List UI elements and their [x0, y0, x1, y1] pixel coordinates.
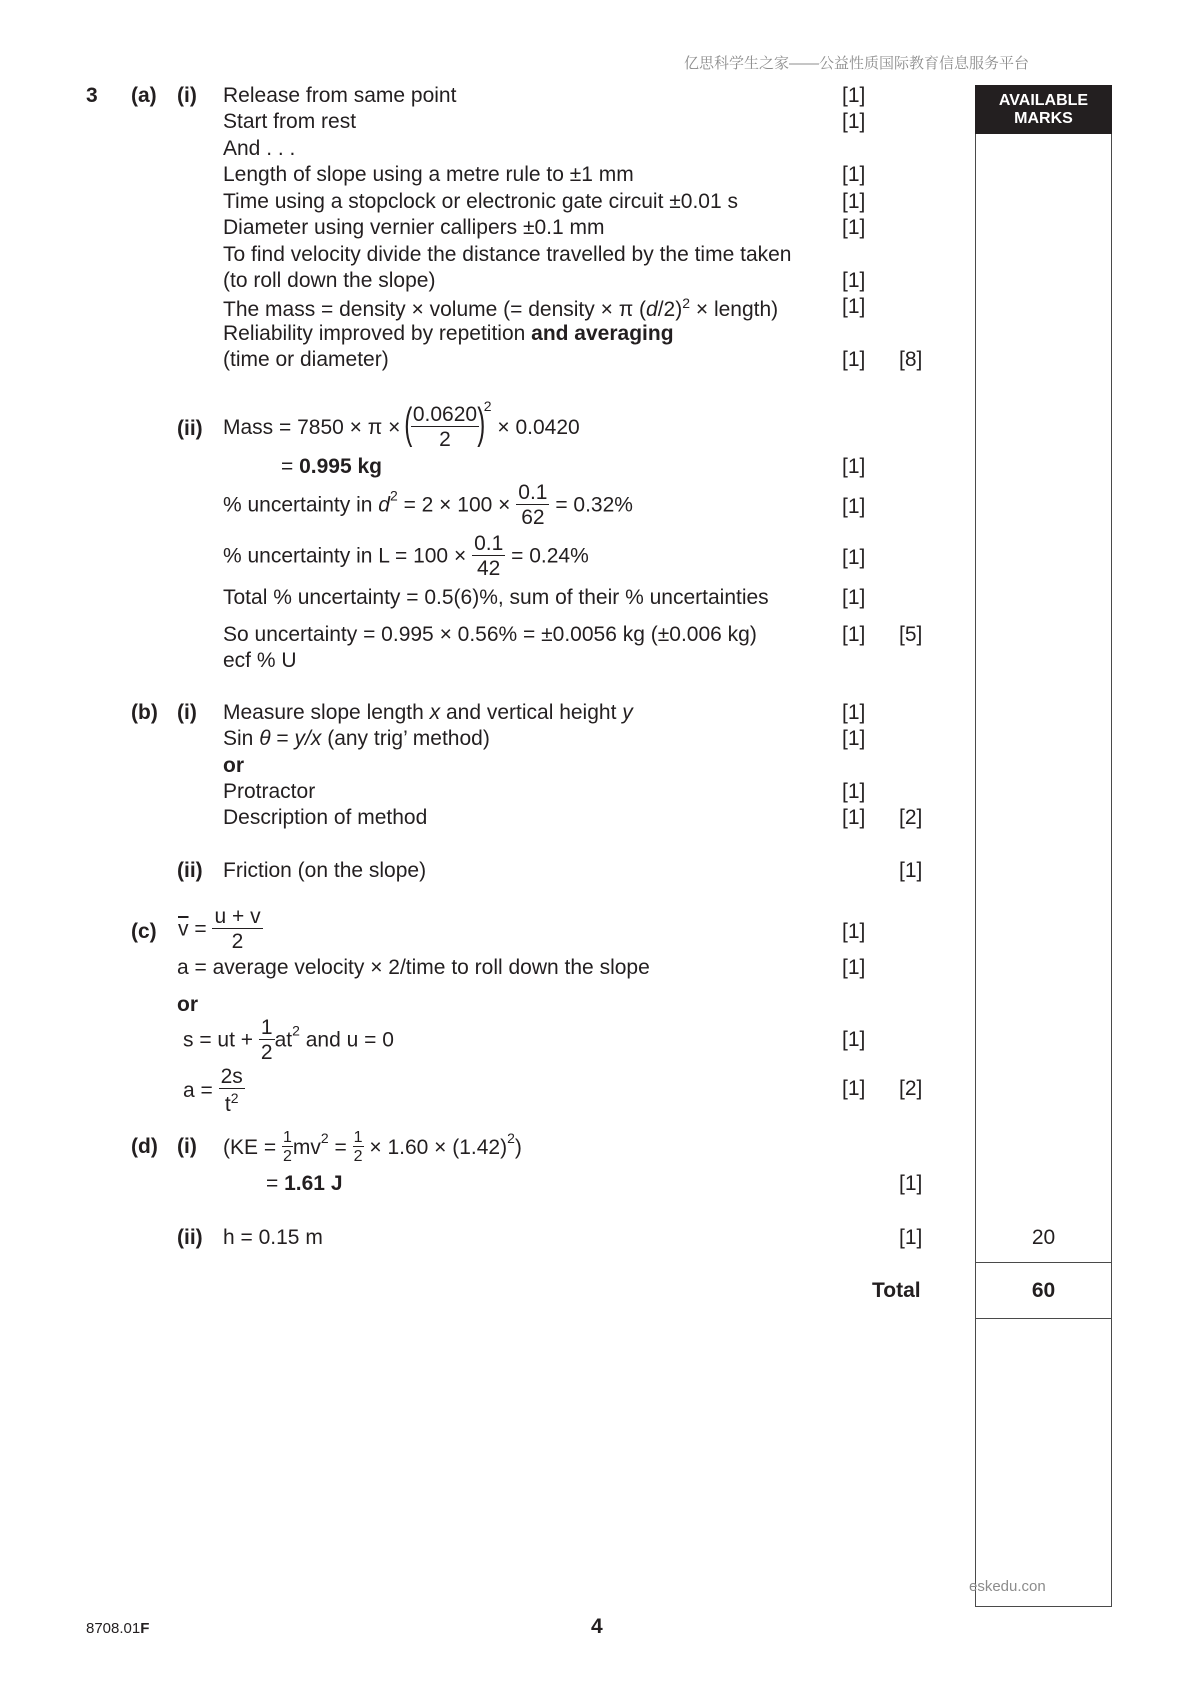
text: )	[514, 1136, 522, 1159]
mark: [1]	[842, 806, 866, 829]
fraction	[472, 533, 505, 579]
text: Measure slope length	[223, 701, 430, 724]
ke-equation	[223, 1130, 522, 1165]
mark: [1]	[842, 190, 866, 213]
text: % uncertainty in L = 100 ×	[223, 544, 467, 568]
mark: [1]	[842, 701, 866, 724]
a-i-line: Diameter using vernier callipers ±0.1 mm	[223, 216, 605, 239]
superscript: 2	[483, 398, 492, 414]
numerator: 1	[353, 1129, 363, 1146]
fraction	[219, 1066, 245, 1115]
text: 8708.01	[86, 1620, 141, 1637]
total-uncertainty-line: Total % uncertainty = 0.5(6)%, sum of their % uncertainties	[223, 586, 769, 609]
text: = 0.24%	[511, 544, 589, 568]
a-i-line: Length of slope using a metre rule to ±1 mm	[223, 163, 634, 186]
denominator: 2	[231, 930, 244, 953]
subtotal-divider	[975, 1262, 1112, 1263]
text: and averaging	[531, 322, 674, 345]
mass-result	[281, 456, 382, 477]
superscript: 2	[230, 1090, 239, 1106]
mark: [1]	[899, 1226, 923, 1249]
fraction	[259, 1017, 275, 1063]
total-label: Total	[872, 1279, 921, 1302]
part-total: [2]	[899, 1077, 923, 1100]
text: = 2 × 100 ×	[397, 493, 511, 517]
text: × 1.60 × (1.42)	[369, 1136, 508, 1159]
text: at	[274, 1028, 293, 1052]
subpart-d-ii-label: (ii)	[177, 1226, 203, 1249]
uncertainty-l-line	[223, 533, 589, 579]
page-number: 4	[591, 1615, 603, 1638]
text: Mass = 7850 × π ×	[223, 415, 401, 439]
uncertainty-d-line	[223, 482, 633, 528]
text: s = ut +	[183, 1028, 254, 1052]
mark: [1]	[842, 546, 866, 569]
text: 0.995 kg	[299, 455, 383, 478]
mark: [1]	[842, 348, 866, 371]
numerator: u + v	[214, 905, 261, 928]
text: =	[270, 727, 295, 750]
paren-right: )	[477, 399, 486, 449]
numerator: 1	[260, 1016, 273, 1039]
fraction	[516, 482, 549, 528]
numerator: 1	[282, 1129, 292, 1146]
b-ii-line: Friction (on the slope)	[223, 859, 427, 882]
denominator: 2	[260, 1041, 273, 1064]
a-equation	[183, 1066, 245, 1115]
a-i-line: Start from rest	[223, 110, 357, 133]
ecf-line: ecf % U	[223, 649, 297, 672]
vbar-equation	[178, 906, 263, 952]
mark: [1]	[842, 780, 866, 803]
mark: [1]	[842, 1028, 866, 1051]
text: × 0.0420	[497, 415, 580, 439]
part-c-label: (c)	[131, 920, 157, 943]
paren-left: (	[404, 399, 413, 449]
mark: [1]	[842, 295, 866, 318]
mark: [1]	[842, 1077, 866, 1100]
mark: [1]	[899, 859, 923, 882]
a-i-line: (to roll down the slope)	[223, 269, 436, 292]
text: x	[429, 701, 441, 724]
denominator: 2	[353, 1148, 363, 1165]
text: and u = 0	[299, 1028, 394, 1052]
text: and vertical height	[440, 701, 623, 724]
text: =	[266, 1172, 285, 1195]
text: × length)	[690, 298, 779, 321]
or-label: or	[177, 993, 198, 1016]
b-i-line	[223, 702, 633, 723]
subpart-b-i-label: (i)	[177, 701, 197, 724]
fraction	[282, 1130, 293, 1165]
part-a-label: (a)	[131, 84, 157, 107]
mark: [1]	[842, 269, 866, 292]
text: (any trig’ method)	[321, 727, 490, 750]
text: (KE =	[223, 1136, 282, 1159]
d-ii-line: h = 0.15 m	[223, 1226, 323, 1249]
text: /2)	[657, 298, 683, 321]
site-watermark: eskedu.con	[969, 1578, 1046, 1595]
text: Sin	[223, 727, 260, 750]
question-number: 3	[86, 84, 98, 107]
text: =	[194, 917, 207, 941]
a-i-line: Release from same point	[223, 84, 457, 107]
numerator: 0.0620	[412, 403, 478, 427]
ke-result	[266, 1173, 343, 1194]
total-marks: 60	[1031, 1279, 1056, 1302]
suvat-equation	[183, 1017, 394, 1063]
or-label: or	[223, 754, 244, 777]
total-divider	[975, 1318, 1112, 1319]
numerator: 0.1	[474, 532, 504, 555]
text: θ	[259, 727, 271, 750]
denominator: 62	[521, 506, 545, 529]
mark: [1]	[899, 1172, 923, 1195]
a-i-mass-line	[223, 296, 778, 320]
subpart-a-i-label: (i)	[177, 84, 197, 107]
available-marks-panel	[975, 85, 1112, 1607]
mark: [1]	[842, 956, 866, 979]
text: a =	[183, 1079, 213, 1102]
c-line: a = average velocity × 2/time to roll down the slope	[177, 956, 650, 979]
mark: [1]	[842, 495, 866, 518]
b-i-line: Protractor	[223, 780, 316, 803]
denominator: 2	[282, 1148, 292, 1165]
a-i-reliability-line	[223, 323, 674, 344]
subpart-a-ii-label: (ii)	[177, 417, 203, 440]
mark: [1]	[842, 110, 866, 133]
marks-label: MARKS	[1014, 110, 1073, 127]
a-i-line: To find velocity divide the distance travelled by the time taken	[223, 243, 792, 266]
text: y	[622, 701, 633, 724]
numerator: 2s	[220, 1065, 243, 1088]
text: % uncertainty in	[223, 493, 379, 517]
text: =	[328, 1136, 353, 1159]
part-total: [8]	[899, 348, 923, 371]
subpart-b-ii-label: (ii)	[177, 859, 203, 882]
text: Reliability improved by repetition	[223, 322, 532, 345]
numerator: 0.1	[518, 481, 548, 504]
so-uncertainty-line: So uncertainty = 0.995 × 0.56% = ±0.0056 kg (±0.006 kg)	[223, 623, 757, 646]
subtotal-marks: 20	[1031, 1226, 1056, 1249]
text: t	[224, 1093, 231, 1116]
denominator: 2	[439, 428, 451, 452]
text: y/x	[294, 727, 322, 750]
mark: [1]	[842, 163, 866, 186]
superscript: 2	[507, 1130, 515, 1147]
part-b-label: (b)	[131, 701, 158, 724]
watermark-text: 亿思科学生之家——公益性质国际教育信息服务平台	[684, 55, 1030, 72]
b-i-line: Description of method	[223, 806, 428, 829]
denominator: 42	[476, 557, 501, 580]
mark: [1]	[842, 455, 866, 478]
mark: [1]	[842, 727, 866, 750]
part-total: [2]	[899, 806, 923, 829]
text: F	[140, 1620, 150, 1637]
fraction	[353, 1130, 364, 1165]
text: d	[646, 298, 658, 321]
mark: [1]	[842, 920, 866, 943]
superscript: 2	[292, 1022, 300, 1039]
text: =	[281, 455, 300, 478]
a-i-line: Time using a stopclock or electronic gate circuit ±0.01 s	[223, 190, 738, 213]
text: = 0.32%	[555, 493, 633, 517]
a-i-line: And . . .	[223, 137, 296, 160]
text: The mass = density × volume (= density × π (	[223, 298, 647, 321]
fraction	[212, 906, 262, 952]
text: d	[378, 493, 390, 517]
available-label: AVAILABLE	[998, 92, 1089, 109]
part-d-label: (d)	[131, 1135, 158, 1158]
superscript: 2	[682, 295, 691, 311]
fraction	[411, 404, 479, 450]
text: 1.61 J	[284, 1172, 343, 1195]
mass-equation	[223, 399, 580, 450]
text: mv	[292, 1136, 321, 1159]
a-i-line: (time or diameter)	[223, 348, 389, 371]
subpart-d-i-label: (i)	[177, 1135, 197, 1158]
mark: [1]	[842, 623, 866, 646]
mark: [1]	[842, 586, 866, 609]
mark: [1]	[842, 84, 866, 107]
part-total: [5]	[899, 623, 923, 646]
v-bar: $\overline{v}$	[178, 917, 189, 941]
mark: [1]	[842, 216, 866, 239]
denominator	[219, 1089, 245, 1115]
superscript: 2	[320, 1130, 329, 1147]
paper-code	[86, 1621, 149, 1636]
available-marks-header	[975, 85, 1112, 134]
superscript: 2	[389, 487, 398, 504]
b-i-line	[223, 728, 490, 749]
